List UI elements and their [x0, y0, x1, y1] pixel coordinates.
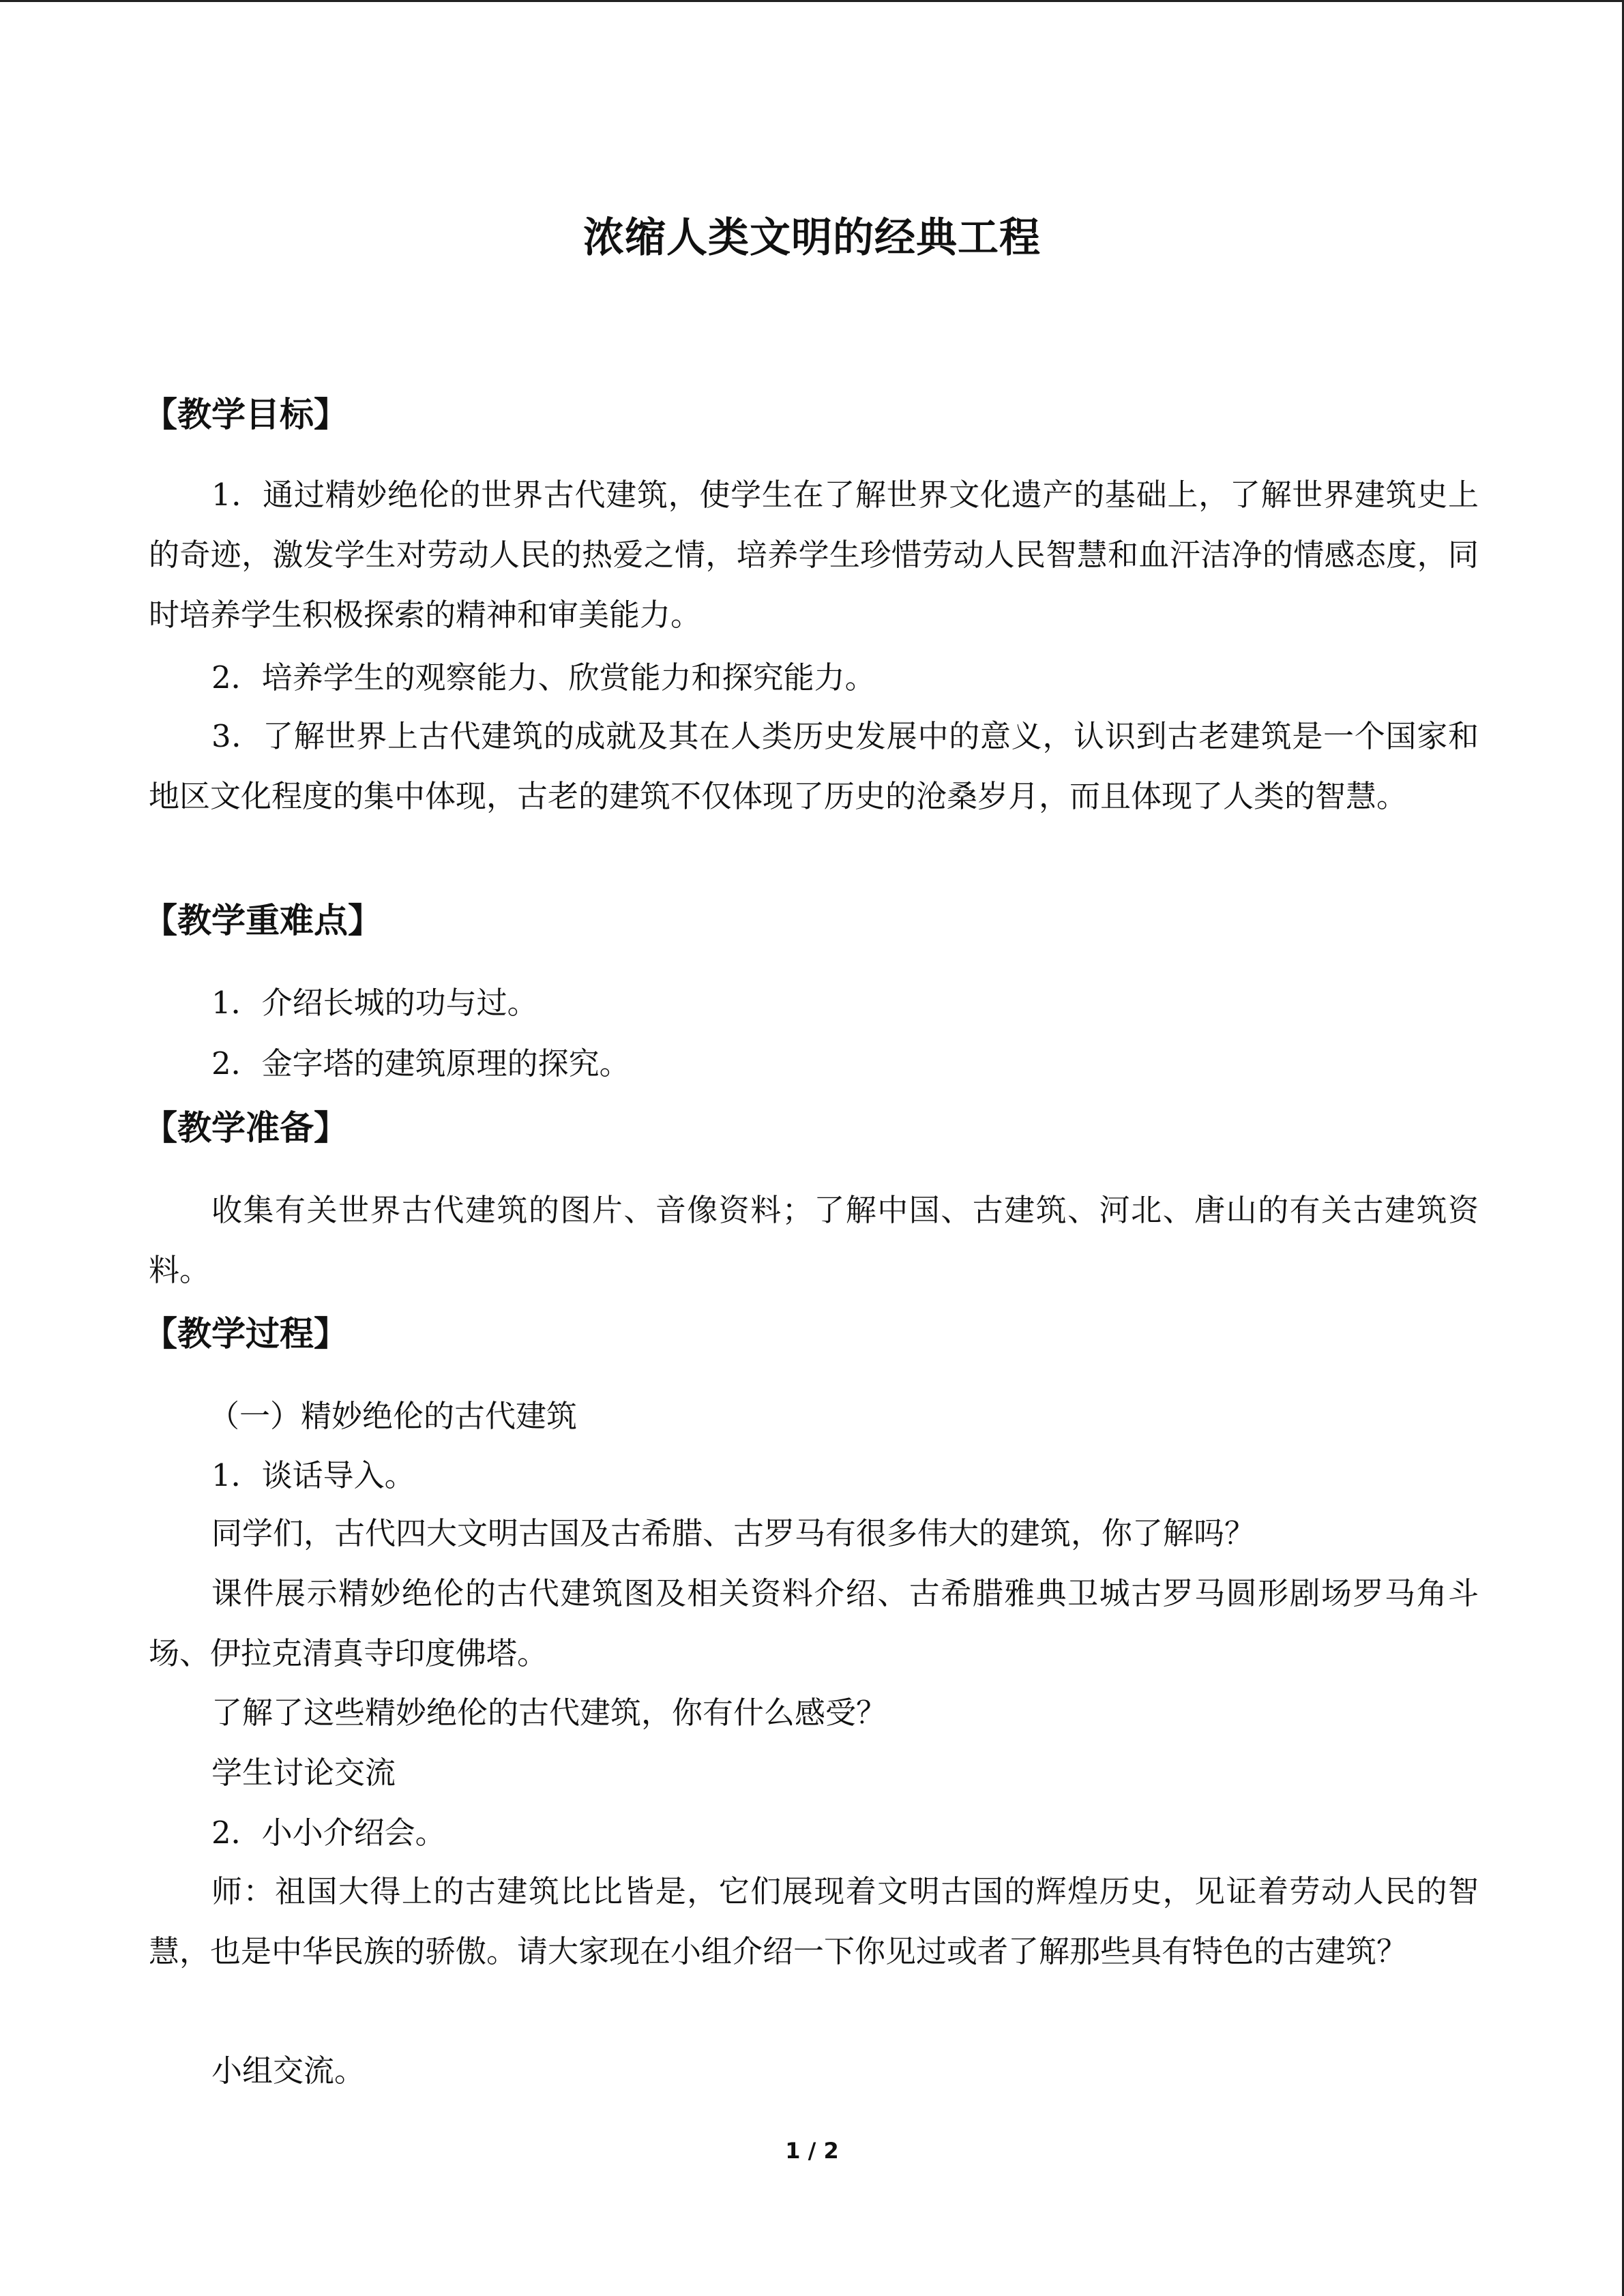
page-number: 1 / 2: [785, 2138, 839, 2164]
process-item-2: 1．谈话导入。: [211, 1457, 415, 1493]
objective-item-1: 1．通过精妙绝伦的世界古代建筑，使学生在了解世界文化遗产的基础上，了解世界建筑史上的奇迹，激发学生对劳动人民的热爱之情，培养学生珍惜劳动人民智慧和血汗洁净的情感态度，同时培养学生积极探索的精神和审美能力。: [149, 477, 1479, 633]
process-item-5: 了解了这些精妙绝伦的古代建筑，你有什么感受？: [211, 1695, 887, 1731]
key-point-item-2: 2．金字塔的建筑原理的探究。: [211, 1045, 630, 1082]
process-item-9: 小组交流。: [211, 2053, 366, 2089]
process-item-8: 师：祖国大得上的古建筑比比皆是，它们展现着文明古国的辉煌历史，见证着劳动人民的智慧，也是中华民族的骄傲。请大家现在小组介绍一下你见过或者了解那些具有特色的古建筑？: [149, 1873, 1479, 1969]
objective-item-2: 2．培养学生的观察能力、欣赏能力和探究能力。: [211, 659, 876, 696]
process-item-6: 学生讨论交流: [211, 1755, 396, 1791]
process-item-3: 同学们，古代四大文明古国及古希腊、古罗马有很多伟大的建筑，你了解吗？: [211, 1515, 1256, 1551]
process-item-4: 课件展示精妙绝伦的古代建筑图及相关资料介绍、古希腊雅典卫城古罗马圆形剧场罗马角斗场、伊拉克清真寺印度佛塔。: [149, 1575, 1479, 1671]
document-title: 浓缩人类文明的经典工程: [583, 214, 1041, 262]
section-heading-preparation: 【教学准备】: [143, 1108, 348, 1148]
objective-item-3: 3．了解世界上古代建筑的成就及其在人类历史发展中的意义，认识到古老建筑是一个国家和地区文化程度的集中体现，古老的建筑不仅体现了历史的沧桑岁月，而且体现了人类的智慧。: [149, 718, 1479, 814]
section-heading-key-points: 【教学重难点】: [143, 901, 382, 940]
process-item-7: 2．小小介绍会。: [211, 1815, 446, 1851]
preparation-item-1: 收集有关世界古代建筑的图片、音像资料；了解中国、古建筑、河北、唐山的有关古建筑资料。: [149, 1192, 1479, 1288]
key-point-item-1: 1．介绍长城的功与过。: [211, 985, 538, 1021]
section-heading-objectives: 【教学目标】: [143, 395, 348, 434]
section-heading-process: 【教学过程】: [143, 1314, 348, 1354]
process-item-1: （一）精妙绝伦的古代建筑: [209, 1398, 578, 1434]
